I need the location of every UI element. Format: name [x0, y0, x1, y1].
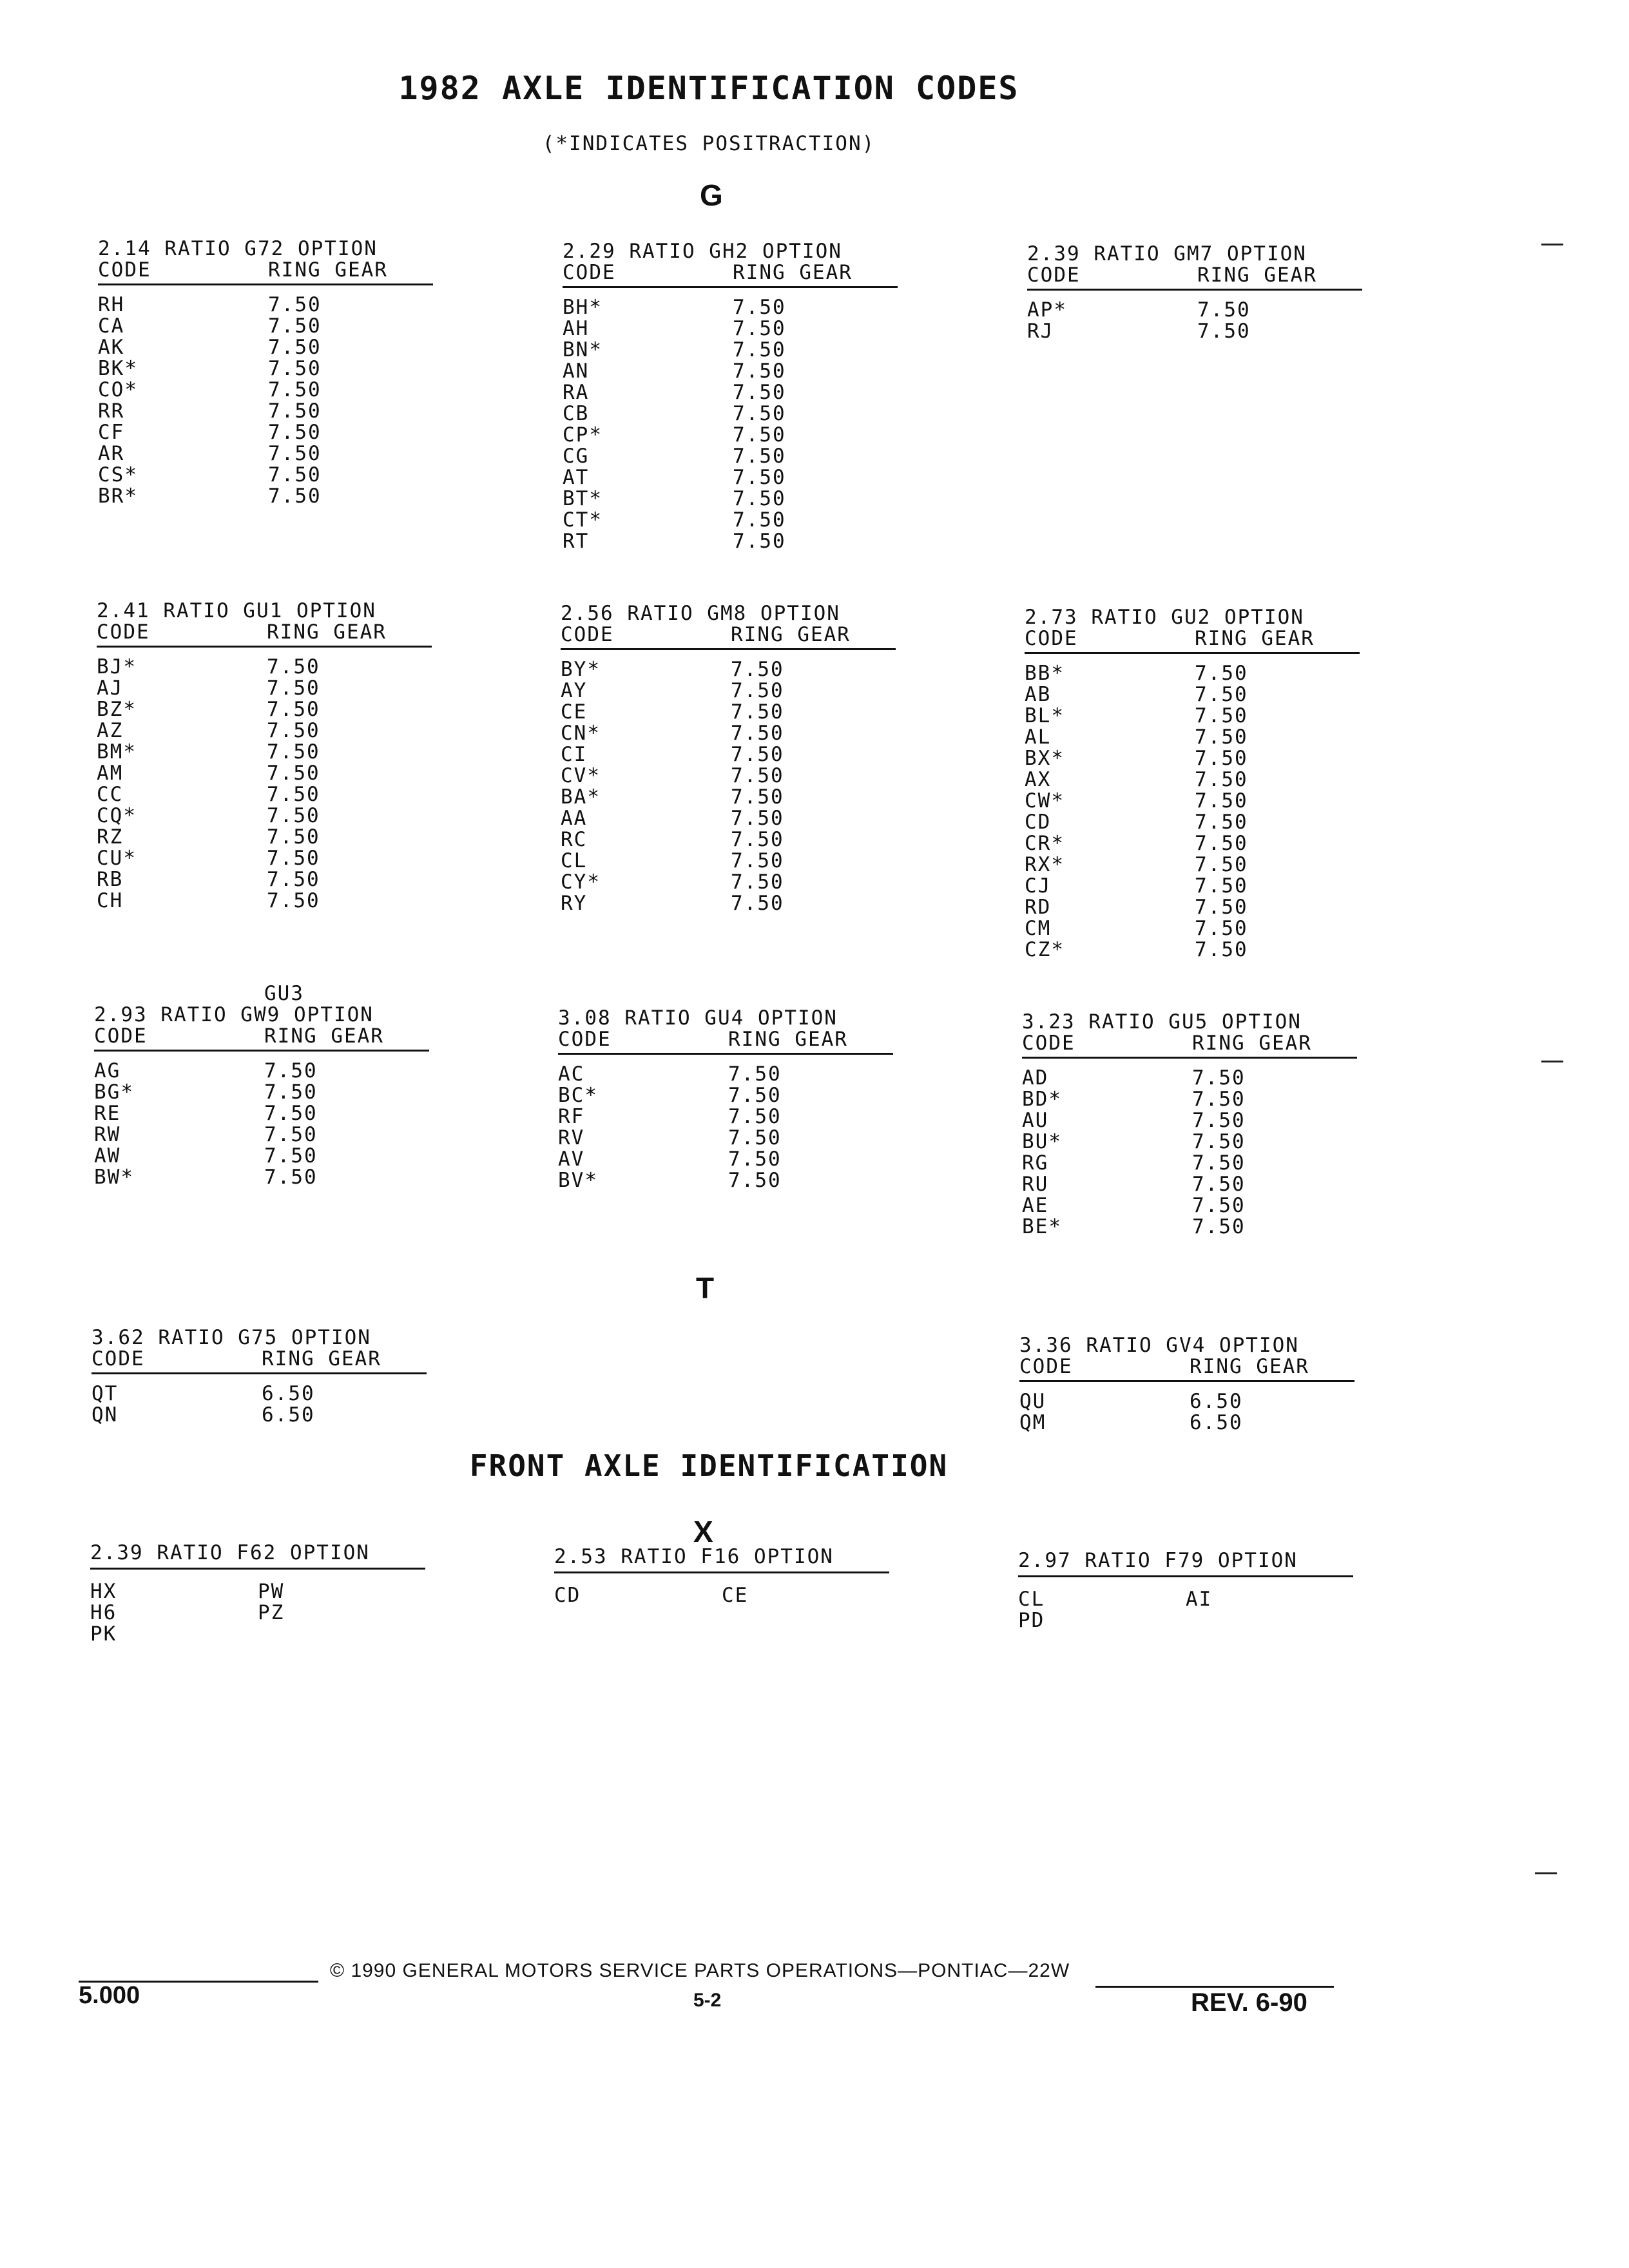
- positraction-note: (*INDICATES POSITRACTION): [542, 132, 876, 155]
- header-rule: [92, 1372, 427, 1374]
- ring-gear-column-header: RING GEAR: [268, 258, 388, 282]
- ring-gear-column-header: RING GEAR: [1190, 1355, 1309, 1378]
- table-row: AU 7.50: [1022, 1109, 1246, 1132]
- header-rule: [1022, 1057, 1357, 1059]
- table-row: CS* 7.50: [98, 463, 322, 486]
- table-row: CZ* 7.50: [1025, 938, 1248, 961]
- table-row: AL 7.50: [1025, 726, 1248, 749]
- section-letter-g: G: [700, 178, 723, 212]
- table-row: CL 7.50: [561, 849, 784, 872]
- ratio-header: 2.39 RATIO GM7 OPTION: [1027, 242, 1307, 265]
- ring-gear-column-header: RING GEAR: [267, 620, 387, 644]
- section-letter-t: T: [696, 1271, 715, 1305]
- table-row: AH 7.50: [563, 317, 786, 340]
- table-row: RU 7.50: [1022, 1173, 1246, 1196]
- table-row: BG* 7.50: [94, 1081, 318, 1104]
- table-row: QT 6.50: [92, 1382, 315, 1405]
- axle-table-gv4: [1019, 1335, 1354, 1434]
- code-column-header: CODE: [561, 623, 614, 646]
- table-row: CQ* 7.50: [97, 804, 320, 827]
- axle-table-gu5: [1022, 1012, 1357, 1238]
- table-row: BB* 7.50: [1025, 662, 1248, 685]
- footer-page-number: 5-2: [693, 1990, 722, 2011]
- header-rule: [94, 1050, 429, 1052]
- table-row: AM 7.50: [97, 762, 320, 785]
- table-row: BC* 7.50: [558, 1084, 782, 1107]
- code-column-header: CODE: [98, 258, 151, 282]
- axle-table-g75: [92, 1327, 427, 1426]
- table-row: AC 7.50: [558, 1062, 782, 1086]
- table-row: BN* 7.50: [563, 338, 786, 361]
- table-row: RD 7.50: [1025, 896, 1248, 919]
- table-row: CN* 7.50: [561, 722, 784, 745]
- ring-gear-column-header: RING GEAR: [1192, 1032, 1312, 1055]
- table-row: CW* 7.50: [1025, 789, 1248, 812]
- header-rule: [1019, 1380, 1354, 1382]
- table-row: QN 6.50: [92, 1403, 315, 1427]
- table-row: BR* 7.50: [98, 485, 322, 508]
- axle-table-gu1: [97, 601, 432, 912]
- header-rule: [1027, 289, 1362, 291]
- table-row: BA* 7.50: [561, 785, 784, 809]
- table-row: CU* 7.50: [97, 847, 320, 870]
- ratio-header: 2.56 RATIO GM8 OPTION: [561, 602, 840, 625]
- ratio-header: 3.08 RATIO GU4 OPTION: [558, 1006, 838, 1030]
- ring-gear-column-header: RING GEAR: [733, 261, 853, 284]
- axle-table-gu2: [1025, 607, 1360, 961]
- table-row: BV* 7.50: [558, 1169, 782, 1192]
- table-row: RZ 7.50: [97, 825, 320, 849]
- table-row: CJ 7.50: [1025, 874, 1248, 898]
- ring-gear-column-header: RING GEAR: [1197, 264, 1317, 287]
- code-column-header: CODE: [1019, 1355, 1073, 1378]
- code-column-header: CODE: [1022, 1032, 1075, 1055]
- table-row: BL* 7.50: [1025, 704, 1248, 727]
- header-rule: [97, 646, 432, 648]
- ring-gear-column-header: RING GEAR: [264, 1024, 384, 1048]
- code-column-header: CODE: [1025, 627, 1078, 650]
- table-row: RF 7.50: [558, 1105, 782, 1128]
- table-row: CO* 7.50: [98, 378, 322, 401]
- table-row: RB 7.50: [97, 868, 320, 891]
- table-row: BE* 7.50: [1022, 1215, 1246, 1238]
- ratio-header: 2.41 RATIO GU1 OPTION: [97, 599, 376, 622]
- ring-gear-column-header: RING GEAR: [728, 1028, 848, 1051]
- footer-copyright: © 1990 GENERAL MOTORS SERVICE PARTS OPERATIONS—PONTIAC—22W: [330, 1960, 1070, 1981]
- axle-table-gh2: [563, 241, 898, 552]
- footer-section-number: 5.000: [79, 1982, 140, 2009]
- header-rule: [563, 286, 898, 288]
- table-row: BT* 7.50: [563, 487, 786, 510]
- table-row: CD 7.50: [1025, 811, 1248, 834]
- table-row: AK 7.50: [98, 336, 322, 359]
- table-row: AN 7.50: [563, 360, 786, 383]
- ratio-header: 2.39 RATIO F62 OPTION: [90, 1541, 370, 1564]
- axle-table-gu4: [558, 1008, 893, 1191]
- table-row: RW 7.50: [94, 1123, 318, 1146]
- table-row: CM 7.50: [1025, 917, 1248, 940]
- table-row: AR 7.50: [98, 442, 322, 465]
- header-rule: [558, 1053, 893, 1055]
- header-rule: [1025, 652, 1360, 654]
- alternate-option-code: GU3: [264, 982, 304, 1005]
- table-row: H6 PZ: [90, 1601, 285, 1624]
- code-column-header: CODE: [94, 1024, 148, 1048]
- code-column-header: CODE: [1027, 264, 1081, 287]
- table-row: CL AI: [1018, 1588, 1213, 1611]
- ratio-header: 2.53 RATIO F16 OPTION: [554, 1545, 834, 1568]
- table-row: CA 7.50: [98, 314, 322, 338]
- table-row: PK: [90, 1622, 117, 1646]
- table-row: CY* 7.50: [561, 870, 784, 894]
- section-letter-x: X: [693, 1515, 713, 1548]
- table-row: RJ 7.50: [1027, 320, 1251, 343]
- header-rule: [561, 648, 896, 650]
- table-row: CE 7.50: [561, 700, 784, 724]
- table-row: CP* 7.50: [563, 423, 786, 447]
- ratio-header: 2.14 RATIO G72 OPTION: [98, 237, 378, 260]
- code-column-header: CODE: [92, 1347, 145, 1370]
- ratio-header: 2.29 RATIO GH2 OPTION: [563, 240, 842, 263]
- table-row: CB 7.50: [563, 402, 786, 425]
- table-row: BZ* 7.50: [97, 698, 320, 721]
- ring-gear-column-header: RING GEAR: [1195, 627, 1315, 650]
- page-title: 1982 AXLE IDENTIFICATION CODES: [398, 70, 1019, 107]
- table-row: BX* 7.50: [1025, 747, 1248, 770]
- header-rule: [90, 1568, 425, 1570]
- table-row: QU 6.50: [1019, 1390, 1243, 1413]
- table-row: RG 7.50: [1022, 1151, 1246, 1175]
- table-row: AP* 7.50: [1027, 298, 1251, 322]
- table-row: AD 7.50: [1022, 1066, 1246, 1090]
- table-row: AA 7.50: [561, 807, 784, 830]
- table-row: CF 7.50: [98, 421, 322, 444]
- table-row: AW 7.50: [94, 1144, 318, 1168]
- ring-gear-column-header: RING GEAR: [731, 623, 851, 646]
- table-row: AG 7.50: [94, 1059, 318, 1082]
- table-row: RH 7.50: [98, 293, 322, 316]
- ratio-header: 2.93 RATIO GW9 OPTION: [94, 1003, 374, 1026]
- table-row: RX* 7.50: [1025, 853, 1248, 876]
- table-row: RT 7.50: [563, 530, 786, 553]
- table-row: AT 7.50: [563, 466, 786, 489]
- axle-table-g72: [98, 238, 433, 507]
- table-row: AJ 7.50: [97, 677, 320, 700]
- table-row: CG 7.50: [563, 445, 786, 468]
- table-row: CV* 7.50: [561, 764, 784, 787]
- header-rule: [554, 1571, 889, 1573]
- front-axle-table-f62: [90, 1542, 425, 1645]
- table-row: CR* 7.50: [1025, 832, 1248, 855]
- front-axle-table-f79: [1018, 1550, 1353, 1631]
- table-row: RE 7.50: [94, 1102, 318, 1125]
- front-axle-table-f16: [554, 1546, 889, 1606]
- table-row: BJ* 7.50: [97, 655, 320, 678]
- ratio-header: 3.36 RATIO GV4 OPTION: [1019, 1334, 1299, 1357]
- ratio-header: 3.23 RATIO GU5 OPTION: [1022, 1010, 1302, 1033]
- table-row: RR 7.50: [98, 399, 322, 423]
- header-rule: [98, 284, 433, 285]
- table-row: BH* 7.50: [563, 296, 786, 319]
- table-row: PD: [1018, 1609, 1045, 1632]
- table-row: BU* 7.50: [1022, 1130, 1246, 1153]
- ratio-header: 3.62 RATIO G75 OPTION: [92, 1326, 371, 1349]
- table-row: BM* 7.50: [97, 740, 320, 764]
- footer-rule-right: [1095, 1986, 1334, 1988]
- footer-revision: REV. 6-90: [1191, 1988, 1307, 2017]
- table-row: AB 7.50: [1025, 683, 1248, 706]
- table-row: BD* 7.50: [1022, 1088, 1246, 1111]
- ring-gear-column-header: RING GEAR: [262, 1347, 381, 1370]
- code-column-header: CODE: [563, 261, 616, 284]
- code-column-header: CODE: [558, 1028, 612, 1051]
- table-row: QM 6.50: [1019, 1411, 1243, 1434]
- table-row: CH 7.50: [97, 889, 320, 912]
- binding-mark: [1541, 244, 1563, 245]
- table-row: CT* 7.50: [563, 508, 786, 532]
- table-row: RC 7.50: [561, 828, 784, 851]
- table-row: HX PW: [90, 1580, 285, 1603]
- table-row: AE 7.50: [1022, 1194, 1246, 1217]
- table-row: CI 7.50: [561, 743, 784, 766]
- ratio-header: 2.73 RATIO GU2 OPTION: [1025, 606, 1304, 629]
- axle-table-gw9: [94, 983, 429, 1188]
- front-axle-title: FRONT AXLE IDENTIFICATION: [469, 1448, 949, 1483]
- axle-table-gm8: [561, 603, 896, 914]
- table-row: AZ 7.50: [97, 719, 320, 742]
- binding-mark: [1541, 1061, 1563, 1062]
- table-row: CD CE: [554, 1584, 749, 1607]
- table-row: BK* 7.50: [98, 357, 322, 380]
- table-row: RA 7.50: [563, 381, 786, 404]
- table-row: RY 7.50: [561, 892, 784, 915]
- table-row: CC 7.50: [97, 783, 320, 806]
- table-row: AX 7.50: [1025, 768, 1248, 791]
- binding-mark: [1535, 1872, 1557, 1874]
- axle-table-gm7: [1027, 244, 1362, 342]
- code-column-header: CODE: [97, 620, 150, 644]
- table-row: BW* 7.50: [94, 1166, 318, 1189]
- table-row: AY 7.50: [561, 679, 784, 702]
- ratio-header: 2.97 RATIO F79 OPTION: [1018, 1549, 1298, 1572]
- table-row: BY* 7.50: [561, 658, 784, 681]
- table-row: AV 7.50: [558, 1148, 782, 1171]
- header-rule: [1018, 1575, 1353, 1577]
- table-row: RV 7.50: [558, 1126, 782, 1149]
